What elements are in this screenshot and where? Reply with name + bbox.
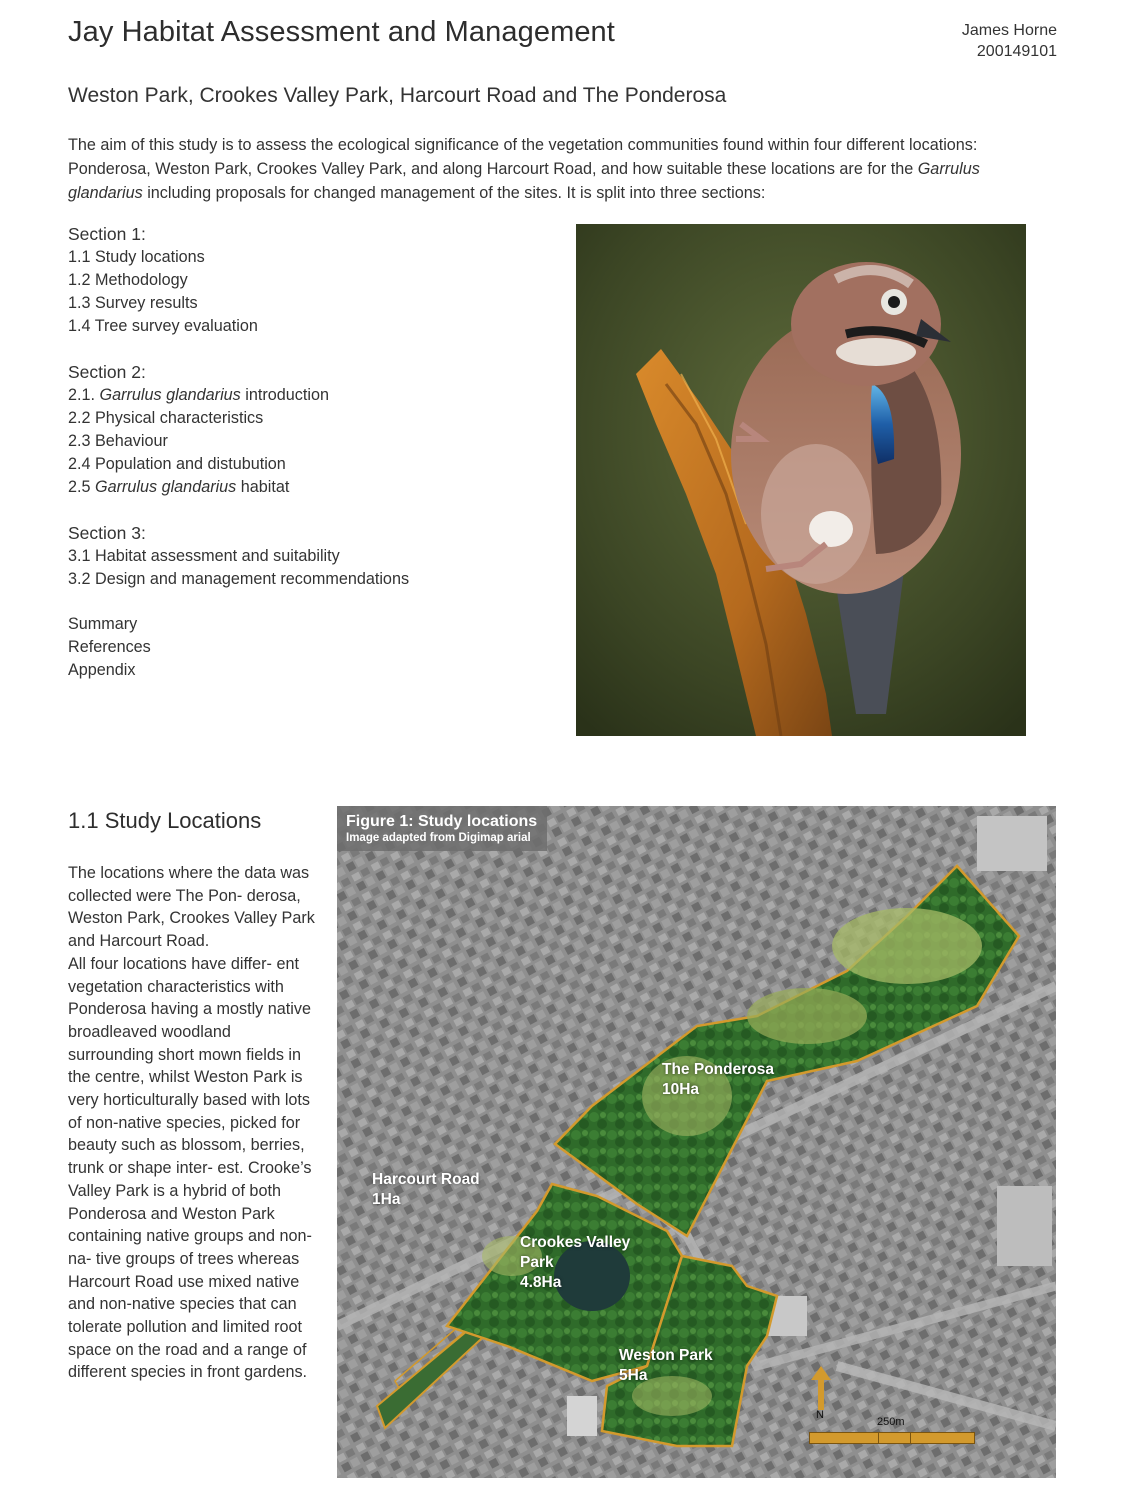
study-locations-text	[68, 862, 318, 1384]
intro-text-end: including proposals for changed management of the sites. It is split into three sections:	[142, 184, 766, 202]
ponderosa-label	[662, 1060, 774, 1100]
weston-area: 5Ha	[619, 1367, 648, 1384]
author-name: James Horne	[961, 22, 1057, 39]
crookes-label	[520, 1233, 630, 1293]
toc-spacer	[68, 591, 548, 613]
document-title: Jay Habitat Assessment and Management	[68, 16, 615, 48]
toc-section1-heading: Section 1:	[68, 224, 146, 244]
toc-appendix: Appendix	[68, 661, 136, 679]
intro-species-name: Garrulus glandarius	[68, 160, 980, 202]
harcourt-name: Harcourt Road	[372, 1171, 480, 1188]
document-subtitle: Weston Park, Crookes Valley Park, Harcourt Road and The Ponderosa	[68, 84, 727, 107]
toc-item: 1.1 Study locations	[68, 248, 205, 266]
intro-paragraph	[68, 133, 1058, 205]
ponderosa-area: 10Ha	[662, 1081, 700, 1098]
crookes-area: 4.8Ha	[520, 1274, 562, 1291]
toc-section3-heading: Section 3:	[68, 523, 146, 543]
figure-title: Figure 1: Study locations	[346, 813, 538, 830]
scale-tick	[878, 1433, 879, 1443]
toc-item-species: Garrulus glandarius	[95, 478, 237, 496]
table-of-contents	[68, 222, 548, 682]
author-block	[962, 20, 1057, 62]
figure-caption	[337, 806, 547, 851]
north-label: N	[816, 1409, 824, 1421]
toc-item-suffix: introduction	[240, 386, 329, 404]
scale-label: 250m	[877, 1416, 905, 1428]
toc-item	[68, 384, 548, 407]
toc-item	[68, 476, 548, 499]
scale-tick	[910, 1433, 911, 1443]
jay-bird-photo	[576, 224, 1026, 736]
toc-spacer	[68, 338, 548, 360]
toc-item-prefix: 2.5	[68, 478, 96, 496]
intro-text-start: The aim of this study is to assess the ecological significance of the vegetation communities found within four different locations: Ponderosa, Weston Park, Crookes Valley Park, and along Harcourt Road, and how suitable these locations are for the	[68, 136, 978, 178]
scale-bar	[809, 1432, 975, 1444]
toc-spacer	[68, 499, 548, 521]
toc-item: 1.3 Survey results	[68, 294, 198, 312]
toc-item: 1.2 Methodology	[68, 271, 188, 289]
toc-summary: Summary	[68, 615, 138, 633]
toc-item: 3.2 Design and management recommendations	[68, 570, 410, 588]
ponderosa-name: The Ponderosa	[662, 1061, 774, 1078]
author-id: 200149101	[976, 43, 1057, 60]
harcourt-area: 1Ha	[372, 1191, 401, 1208]
study-locations-map	[337, 806, 1056, 1478]
weston-name: Weston Park	[619, 1347, 713, 1364]
toc-item-suffix: habitat	[236, 478, 290, 496]
toc-item: 2.2 Physical characteristics	[68, 409, 264, 427]
toc-section2-heading: Section 2:	[68, 362, 146, 382]
toc-references: References	[68, 638, 151, 656]
weston-label	[619, 1346, 713, 1386]
toc-item: 2.4 Population and distubution	[68, 455, 286, 473]
harcourt-label	[372, 1170, 480, 1210]
study-locations-paragraph: All four locations have differ- ent vegetation characteristics with Ponderosa having a mostly native broadleaved woodland surrounding short mown fields in the centre, whilst Weston Park is very horticulturally based with lots of non-native species, picked for beauty such as blossom, berries, trunk or shape inter- est. Crooke’s Valley Park is a hybrid of both Ponderosa and Weston Park containing native groups and non-na- tive groups of trees whereas Harcourt Road use mixed native and non-native species that can tolerate pollution and limited root space on the road and a range of different species in front gardens.	[68, 954, 312, 1382]
toc-item-prefix: 2.1.	[68, 386, 100, 404]
figure-source: Image adapted from Digimap arial	[346, 832, 531, 844]
study-locations-paragraph: The locations where the data was collected were The Pon- derosa, Weston Park, Crookes Valley Park and Harcourt Road.	[68, 864, 315, 951]
toc-item-species: Garrulus glandarius	[99, 386, 241, 404]
toc-item: 1.4 Tree survey evaluation	[68, 317, 258, 335]
crookes-name: Crookes Valley Park	[520, 1234, 631, 1271]
toc-item: 2.3 Behaviour	[68, 432, 168, 450]
toc-item: 3.1 Habitat assessment and suitability	[68, 547, 340, 565]
study-locations-heading: 1.1 Study Locations	[68, 808, 262, 833]
